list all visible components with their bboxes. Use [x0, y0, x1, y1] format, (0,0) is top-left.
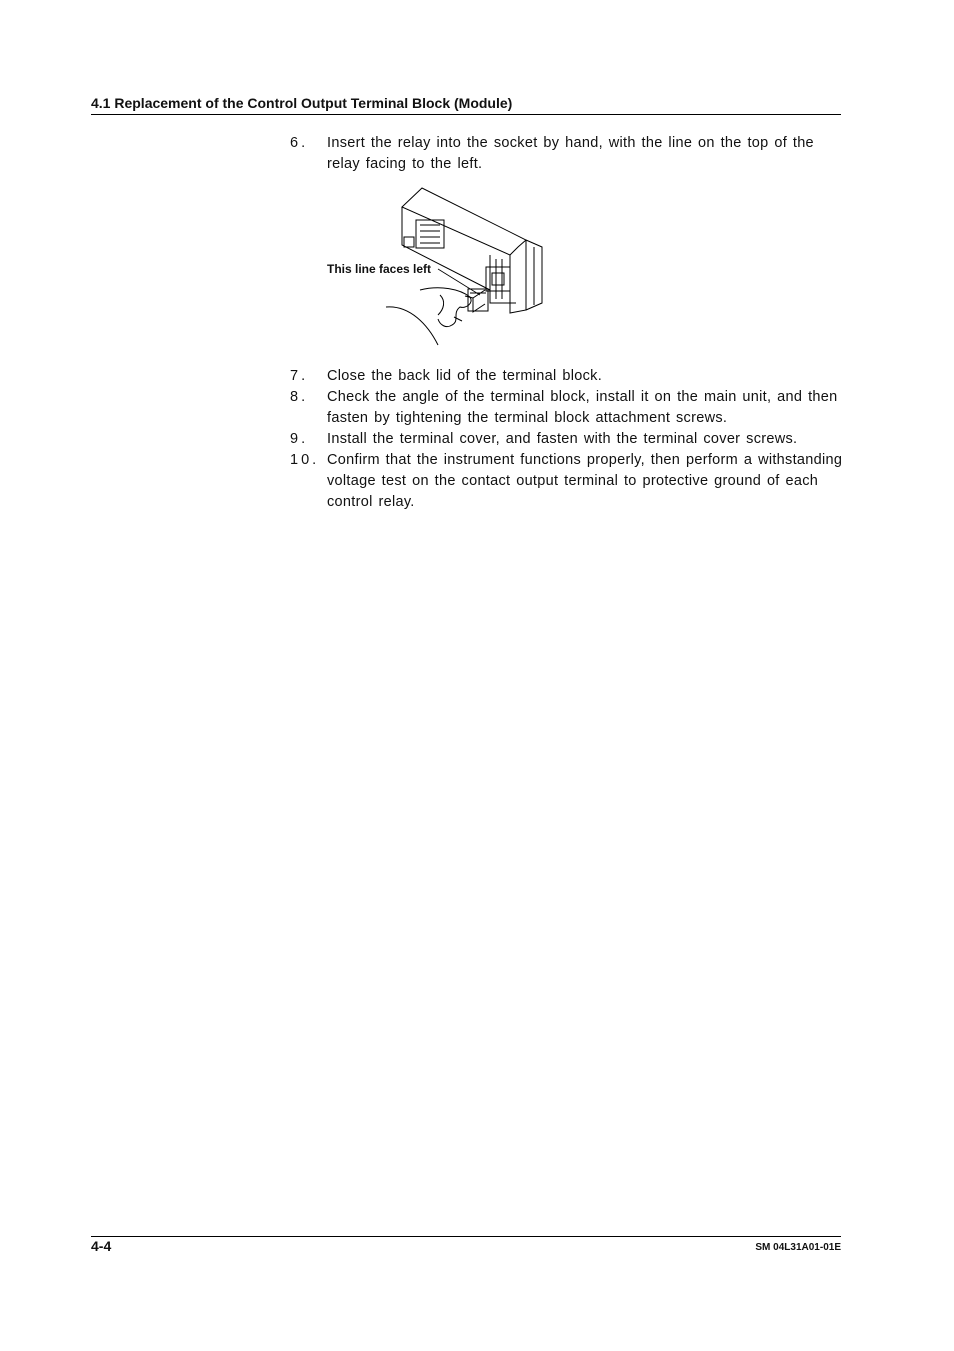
step-text: Install the terminal cover, and fasten with the terminal cover screws.	[327, 431, 798, 447]
footer-rule	[91, 1236, 841, 1237]
document-id: SM 04L31A01-01E	[755, 1242, 841, 1253]
step-text: Check the angle of the terminal block, install it on the main unit, and then fasten by tightening the terminal block attachment screws.	[327, 389, 838, 426]
page-number: 4-4	[91, 1238, 112, 1254]
section-title: 4.1 Replacement of the Control Output Terminal Block (Module)	[91, 95, 513, 111]
step-number: 8.	[290, 389, 309, 405]
step-7	[290, 366, 850, 387]
step-text: Confirm that the instrument functions properly, then perform a withstanding voltage test on the contact output terminal to protective ground of each control relay.	[327, 452, 843, 510]
figure-label: This line faces left	[327, 262, 432, 276]
step-number: 7.	[290, 368, 309, 384]
step-10	[290, 450, 850, 513]
step-9	[290, 429, 850, 450]
header-rule	[91, 114, 841, 115]
step-text: Close the back lid of the terminal block.	[327, 368, 603, 384]
step-number: 10.	[290, 452, 320, 468]
step-6	[290, 133, 850, 175]
step-text: Insert the relay into the socket by hand, with the line on the top of the relay facing to the left.	[327, 135, 814, 172]
step-8	[290, 387, 850, 429]
step-number: 9.	[290, 431, 309, 447]
step-number: 6.	[290, 135, 309, 151]
